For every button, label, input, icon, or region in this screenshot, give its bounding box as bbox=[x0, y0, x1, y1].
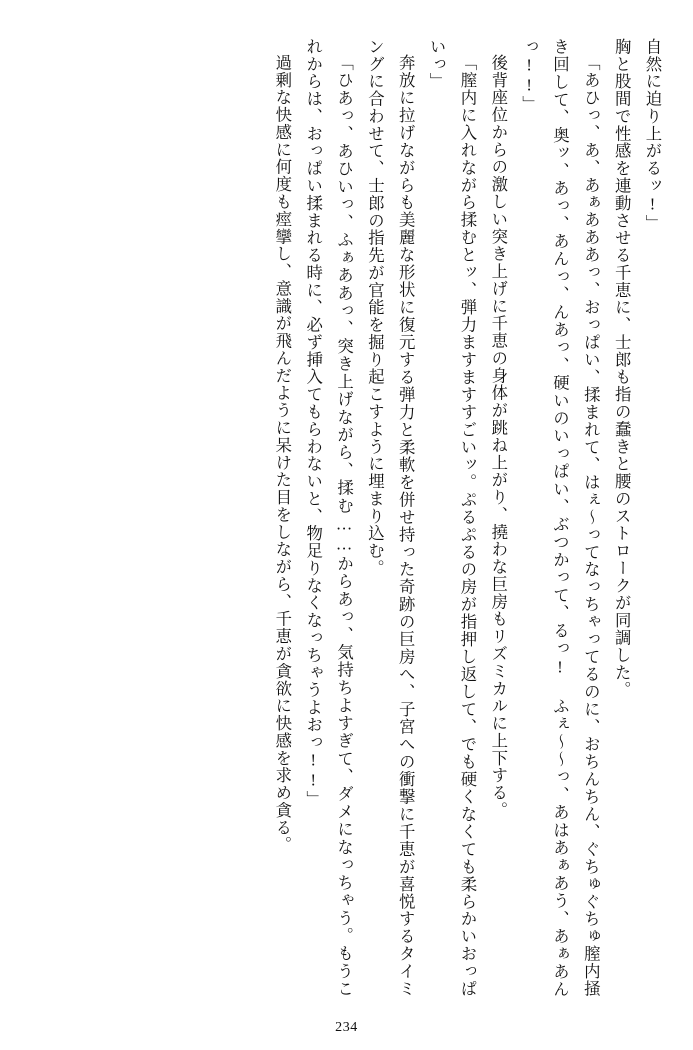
paragraph: 「あひっ、あ、あぁあああっ、おっぱい、揉まれて、はぇ〜ってなっちゃってるのに、おちんちん、ぐちゅぐちゅ膣内掻き回して、奥ッ、あっ、あんっ、んあっ、硬いのいっぱい、ぶつかって、るっ! ふぇ〜〜っ、あはあぁあう、あぁあんっ!!」 bbox=[519, 38, 601, 998]
paragraph: 自然に迫り上がるッ!」 bbox=[643, 38, 662, 232]
paragraph: 「膣内に入れながら揉むとッ、弾力ますますすごいッ。ぷるぷるの房が指押し返して、でも硬くなくても柔らかいおっぱいっ」 bbox=[427, 38, 477, 998]
paragraph: 過剰な快感に何度も痙攣し、意識が飛んだように呆けた目をしながら、千恵が貪欲に快感を求め貪る。 bbox=[272, 54, 292, 855]
paragraph: 後背座位からの激しい突き上げに千恵の身体が跳ね上がり、撓わな巨房もリズミカルに上下する。 bbox=[488, 54, 508, 820]
page-text-body bbox=[26, 38, 667, 998]
paragraph: 奔放に拉げながらも美麗な形状に復元する弾力と柔軟を併せ持った奇跡の巨房へ、子宮への衝撃に千恵が喜悦するタイミングに合わせて、士郎の指先が官能を掘り起こすように埋まり込む。 bbox=[365, 38, 416, 998]
paragraph: 「ひあっ、あひいっ、ふぁああっ、突き上げながら、揉む……からあっ、気持ちよすぎて、ダメになっちゃう。もうこれからは、おっぱい揉まれる時に、必ず挿入てもらわないと、物足りなくなっちゃうよおっ!!」 bbox=[303, 38, 354, 998]
paragraph: 胸と股間で性感を連動させる千恵に、士郎も指の蠢きと腰のストロークが同調した。 bbox=[612, 38, 632, 699]
page-number: 234 bbox=[335, 1020, 358, 1035]
